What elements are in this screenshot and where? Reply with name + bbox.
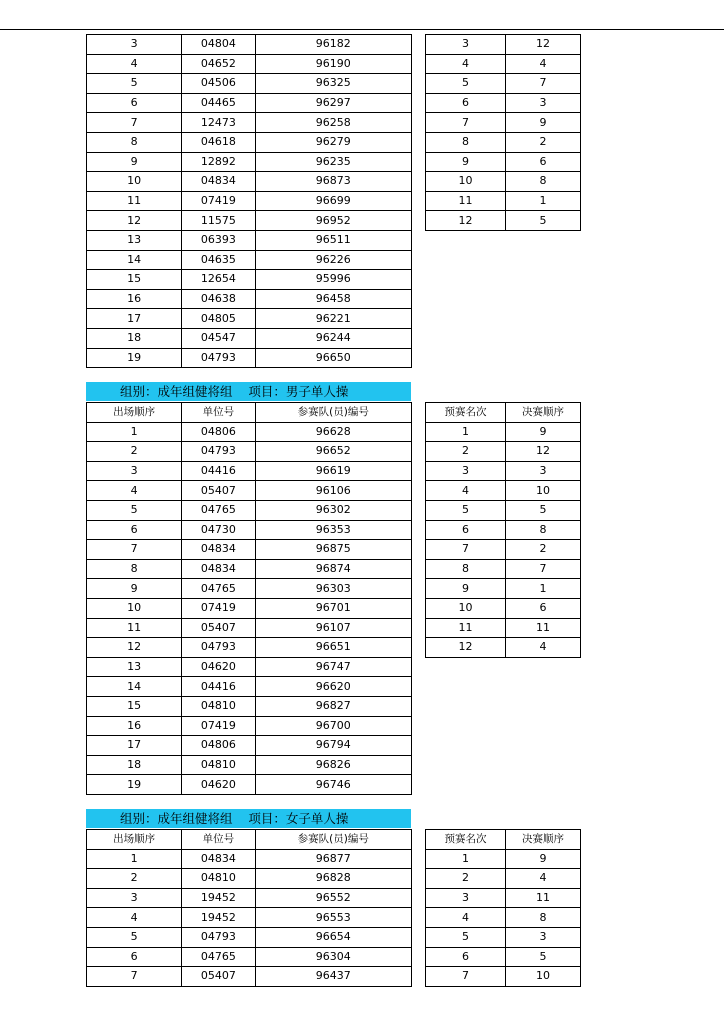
table-row xyxy=(87,696,412,716)
table-cell: 7 xyxy=(87,967,182,987)
table-cell: 11 xyxy=(426,191,506,211)
table-cell: 19452 xyxy=(182,888,255,908)
table-row xyxy=(87,657,412,677)
table-row xyxy=(87,442,412,462)
table-cell: 4 xyxy=(506,869,581,889)
table-cell: 6 xyxy=(506,598,581,618)
table-row xyxy=(426,442,581,462)
table-cell: 11 xyxy=(87,191,182,211)
table-cell: 2 xyxy=(87,442,182,462)
table-row xyxy=(87,35,412,55)
table-row xyxy=(87,309,412,329)
table-cell: 3 xyxy=(87,461,182,481)
table-cell: 96875 xyxy=(255,540,412,560)
section2-right-table xyxy=(425,402,581,658)
table-cell: 96552 xyxy=(255,888,412,908)
table-row xyxy=(426,113,581,133)
table-cell: 04416 xyxy=(182,461,255,481)
table-cell: 9 xyxy=(506,113,581,133)
table-cell: 3 xyxy=(506,461,581,481)
table-cell: 04810 xyxy=(182,696,255,716)
table-cell: 18 xyxy=(87,328,182,348)
table-cell: 04465 xyxy=(182,93,255,113)
table-cell: 96873 xyxy=(255,172,412,192)
table-cell: 6 xyxy=(506,152,581,172)
table-cell: 2 xyxy=(426,869,506,889)
table-cell: 8 xyxy=(87,559,182,579)
table-cell: 6 xyxy=(87,520,182,540)
table-cell: 4 xyxy=(426,54,506,74)
table-cell: 12 xyxy=(506,442,581,462)
table-cell: 04793 xyxy=(182,348,255,368)
table-row xyxy=(87,191,412,211)
table-cell: 96952 xyxy=(255,211,412,231)
table-cell: 8 xyxy=(506,908,581,928)
table-cell: 5 xyxy=(87,500,182,520)
table-cell: 8 xyxy=(426,559,506,579)
table-row xyxy=(87,888,412,908)
column-header: 出场顺序 xyxy=(87,830,182,850)
table-cell: 19452 xyxy=(182,908,255,928)
table-cell: 96620 xyxy=(255,677,412,697)
table-cell: 04793 xyxy=(182,638,255,658)
table-cell: 11 xyxy=(87,618,182,638)
table-row xyxy=(426,74,581,94)
table-cell: 8 xyxy=(506,520,581,540)
table-row xyxy=(87,927,412,947)
table-cell: 96651 xyxy=(255,638,412,658)
table-row xyxy=(426,422,581,442)
table-cell: 96877 xyxy=(255,849,412,869)
table-cell: 96302 xyxy=(255,500,412,520)
table-cell: 96244 xyxy=(255,328,412,348)
table-cell: 04765 xyxy=(182,500,255,520)
column-header: 参赛队(员)编号 xyxy=(255,830,412,850)
table-cell: 4 xyxy=(426,908,506,928)
table-cell: 04806 xyxy=(182,736,255,756)
table-cell: 3 xyxy=(87,35,182,55)
table-cell: 04652 xyxy=(182,54,255,74)
table-cell: 96235 xyxy=(255,152,412,172)
table-cell: 11 xyxy=(506,618,581,638)
table-cell: 96106 xyxy=(255,481,412,501)
table-cell: 96700 xyxy=(255,716,412,736)
table-cell: 14 xyxy=(87,677,182,697)
table-cell: 1 xyxy=(426,422,506,442)
table-cell: 96746 xyxy=(255,775,412,795)
table-cell: 04416 xyxy=(182,677,255,697)
table-cell: 19 xyxy=(87,775,182,795)
table-cell: 04806 xyxy=(182,422,255,442)
table-cell: 10 xyxy=(426,172,506,192)
column-header: 决赛顺序 xyxy=(506,830,581,850)
table-cell: 12 xyxy=(87,211,182,231)
table-row xyxy=(426,618,581,638)
table-cell: 12 xyxy=(426,211,506,231)
table-cell: 96279 xyxy=(255,132,412,152)
table-cell: 96182 xyxy=(255,35,412,55)
table-cell: 9 xyxy=(506,422,581,442)
table-row xyxy=(87,461,412,481)
table-cell: 04805 xyxy=(182,309,255,329)
table-row xyxy=(87,947,412,967)
column-header: 决赛顺序 xyxy=(506,403,581,423)
table-cell: 14 xyxy=(87,250,182,270)
table-cell: 04506 xyxy=(182,74,255,94)
table-cell: 5 xyxy=(87,74,182,94)
table-cell: 96654 xyxy=(255,927,412,947)
table-cell: 3 xyxy=(426,461,506,481)
table-header-row xyxy=(426,830,581,850)
table-row xyxy=(87,849,412,869)
table-cell: 4 xyxy=(506,638,581,658)
table-cell: 8 xyxy=(87,132,182,152)
section3-right-table xyxy=(425,829,581,987)
table-cell: 04834 xyxy=(182,172,255,192)
table-cell: 6 xyxy=(87,93,182,113)
table-cell: 1 xyxy=(506,579,581,599)
table-row xyxy=(87,618,412,638)
section2-banner: 组别：成年组健将组 项目：男子单人操 xyxy=(86,382,411,401)
table-header-row xyxy=(87,830,412,850)
table-cell: 10 xyxy=(87,598,182,618)
column-header: 出场顺序 xyxy=(87,403,182,423)
table-row xyxy=(426,520,581,540)
table-cell: 04618 xyxy=(182,132,255,152)
table-row xyxy=(87,869,412,889)
table-cell: 04765 xyxy=(182,947,255,967)
table-row xyxy=(87,677,412,697)
table-cell: 3 xyxy=(87,888,182,908)
table-cell: 04765 xyxy=(182,579,255,599)
table-cell: 96794 xyxy=(255,736,412,756)
table-row xyxy=(87,520,412,540)
table-cell: 04834 xyxy=(182,559,255,579)
table-row xyxy=(426,967,581,987)
table-cell: 05407 xyxy=(182,618,255,638)
table-cell: 7 xyxy=(506,559,581,579)
table-cell: 9 xyxy=(426,152,506,172)
column-header: 单位号 xyxy=(182,403,255,423)
table-row xyxy=(87,270,412,290)
table-row xyxy=(87,250,412,270)
table-row xyxy=(426,869,581,889)
table-cell: 15 xyxy=(87,270,182,290)
table-row xyxy=(87,716,412,736)
table-cell: 16 xyxy=(87,716,182,736)
table-row xyxy=(87,113,412,133)
table-cell: 96258 xyxy=(255,113,412,133)
table-cell: 9 xyxy=(87,579,182,599)
table-cell: 04793 xyxy=(182,442,255,462)
table-row xyxy=(87,775,412,795)
table-cell: 04547 xyxy=(182,328,255,348)
table-row xyxy=(426,888,581,908)
table-cell: 6 xyxy=(426,520,506,540)
table-cell: 07419 xyxy=(182,191,255,211)
table-row xyxy=(87,211,412,231)
table-cell: 96650 xyxy=(255,348,412,368)
table-cell: 96107 xyxy=(255,618,412,638)
table-cell: 12 xyxy=(426,638,506,658)
table-row xyxy=(87,736,412,756)
table-cell: 12 xyxy=(87,638,182,658)
table-cell: 2 xyxy=(506,132,581,152)
table-cell: 96874 xyxy=(255,559,412,579)
table-cell: 96353 xyxy=(255,520,412,540)
table-cell: 11 xyxy=(426,618,506,638)
table-cell: 7 xyxy=(426,967,506,987)
table-cell: 6 xyxy=(426,947,506,967)
column-header: 单位号 xyxy=(182,830,255,850)
table-row xyxy=(87,132,412,152)
table-row xyxy=(87,540,412,560)
table-row xyxy=(426,638,581,658)
table-cell: 5 xyxy=(426,500,506,520)
table-row xyxy=(87,172,412,192)
table-cell: 9 xyxy=(426,579,506,599)
table-cell: 1 xyxy=(87,422,182,442)
table-row xyxy=(426,598,581,618)
table-cell: 04638 xyxy=(182,289,255,309)
table-cell: 96437 xyxy=(255,967,412,987)
table-cell: 5 xyxy=(426,927,506,947)
table-row xyxy=(87,152,412,172)
table-cell: 2 xyxy=(506,540,581,560)
table-cell: 05407 xyxy=(182,967,255,987)
table-cell: 12892 xyxy=(182,152,255,172)
table-cell: 5 xyxy=(506,211,581,231)
table-cell: 5 xyxy=(87,927,182,947)
table-cell: 04635 xyxy=(182,250,255,270)
column-header: 预赛名次 xyxy=(426,830,506,850)
table-cell: 13 xyxy=(87,230,182,250)
table-row xyxy=(87,559,412,579)
table-row xyxy=(87,598,412,618)
table-header-row xyxy=(87,403,412,423)
table-cell: 9 xyxy=(87,152,182,172)
table-row xyxy=(87,93,412,113)
table-cell: 5 xyxy=(506,947,581,967)
table-row xyxy=(426,559,581,579)
table-cell: 05407 xyxy=(182,481,255,501)
table-cell: 3 xyxy=(426,35,506,55)
table-row xyxy=(426,579,581,599)
table-cell: 10 xyxy=(426,598,506,618)
table-row xyxy=(426,500,581,520)
table-cell: 96304 xyxy=(255,947,412,967)
table-cell: 16 xyxy=(87,289,182,309)
table-row xyxy=(426,152,581,172)
table-cell: 4 xyxy=(87,908,182,928)
table-row xyxy=(87,481,412,501)
table-row xyxy=(426,461,581,481)
table-row xyxy=(426,211,581,231)
table-cell: 96458 xyxy=(255,289,412,309)
table-cell: 7 xyxy=(87,113,182,133)
table-cell: 96511 xyxy=(255,230,412,250)
table-row xyxy=(87,422,412,442)
table-cell: 17 xyxy=(87,309,182,329)
table-cell: 04834 xyxy=(182,849,255,869)
table-cell: 17 xyxy=(87,736,182,756)
column-header: 预赛名次 xyxy=(426,403,506,423)
table-cell: 4 xyxy=(506,54,581,74)
table-row xyxy=(426,172,581,192)
table-cell: 11575 xyxy=(182,211,255,231)
table-row xyxy=(87,348,412,368)
table-row xyxy=(87,638,412,658)
table-row xyxy=(87,755,412,775)
table-row xyxy=(87,967,412,987)
section3-banner: 组别：成年组健将组 项目：女子单人操 xyxy=(86,809,411,828)
table-cell: 8 xyxy=(506,172,581,192)
column-header: 参赛队(员)编号 xyxy=(255,403,412,423)
table-cell: 5 xyxy=(426,74,506,94)
table-cell: 19 xyxy=(87,348,182,368)
table-row xyxy=(87,579,412,599)
table-row xyxy=(426,947,581,967)
table-header-row xyxy=(426,403,581,423)
table-cell: 13 xyxy=(87,657,182,677)
table-row xyxy=(426,35,581,55)
table-cell: 96826 xyxy=(255,755,412,775)
table-row xyxy=(87,908,412,928)
table-row xyxy=(87,54,412,74)
table-row xyxy=(426,54,581,74)
section1-left-table xyxy=(86,34,412,368)
table-cell: 04620 xyxy=(182,657,255,677)
table-cell: 10 xyxy=(506,967,581,987)
table-cell: 1 xyxy=(426,849,506,869)
table-cell: 96190 xyxy=(255,54,412,74)
section3-left-table xyxy=(86,829,412,987)
table-cell: 07419 xyxy=(182,598,255,618)
table-cell: 7 xyxy=(426,113,506,133)
table-row xyxy=(87,289,412,309)
table-cell: 04804 xyxy=(182,35,255,55)
table-cell: 2 xyxy=(87,869,182,889)
table-cell: 5 xyxy=(506,500,581,520)
table-cell: 7 xyxy=(506,74,581,94)
table-row xyxy=(426,849,581,869)
table-cell: 96652 xyxy=(255,442,412,462)
table-cell: 15 xyxy=(87,696,182,716)
table-cell: 96828 xyxy=(255,869,412,889)
table-cell: 3 xyxy=(506,927,581,947)
table-cell: 12 xyxy=(506,35,581,55)
table-cell: 96827 xyxy=(255,696,412,716)
table-cell: 8 xyxy=(426,132,506,152)
table-cell: 6 xyxy=(87,947,182,967)
table-row xyxy=(87,328,412,348)
table-row xyxy=(426,927,581,947)
table-cell: 7 xyxy=(87,540,182,560)
table-cell: 04810 xyxy=(182,869,255,889)
table-cell: 96553 xyxy=(255,908,412,928)
table-cell: 96619 xyxy=(255,461,412,481)
table-cell: 12654 xyxy=(182,270,255,290)
table-row xyxy=(426,132,581,152)
table-cell: 2 xyxy=(426,442,506,462)
table-cell: 10 xyxy=(87,172,182,192)
table-cell: 4 xyxy=(87,54,182,74)
table-cell: 07419 xyxy=(182,716,255,736)
table-row xyxy=(426,908,581,928)
table-cell: 9 xyxy=(506,849,581,869)
table-row xyxy=(87,500,412,520)
table-cell: 04793 xyxy=(182,927,255,947)
table-row xyxy=(87,230,412,250)
table-cell: 3 xyxy=(506,93,581,113)
table-cell: 96303 xyxy=(255,579,412,599)
table-cell: 04730 xyxy=(182,520,255,540)
table-cell: 95996 xyxy=(255,270,412,290)
table-cell: 7 xyxy=(426,540,506,560)
table-cell: 04620 xyxy=(182,775,255,795)
table-cell: 18 xyxy=(87,755,182,775)
table-row xyxy=(426,191,581,211)
table-row xyxy=(87,74,412,94)
table-row xyxy=(426,540,581,560)
table-cell: 3 xyxy=(426,888,506,908)
table-cell: 06393 xyxy=(182,230,255,250)
table-cell: 1 xyxy=(506,191,581,211)
table-cell: 1 xyxy=(87,849,182,869)
section2-left-table xyxy=(86,402,412,795)
table-cell: 4 xyxy=(87,481,182,501)
section1-right-table xyxy=(425,34,581,231)
table-cell: 04834 xyxy=(182,540,255,560)
table-cell: 96221 xyxy=(255,309,412,329)
table-cell: 96325 xyxy=(255,74,412,94)
page-top-rule xyxy=(0,29,724,30)
table-cell: 6 xyxy=(426,93,506,113)
table-cell: 96699 xyxy=(255,191,412,211)
table-cell: 96297 xyxy=(255,93,412,113)
table-cell: 10 xyxy=(506,481,581,501)
table-cell: 96747 xyxy=(255,657,412,677)
table-cell: 96628 xyxy=(255,422,412,442)
table-cell: 96701 xyxy=(255,598,412,618)
table-cell: 11 xyxy=(506,888,581,908)
table-cell: 4 xyxy=(426,481,506,501)
table-row xyxy=(426,481,581,501)
table-cell: 12473 xyxy=(182,113,255,133)
table-row xyxy=(426,93,581,113)
table-cell: 96226 xyxy=(255,250,412,270)
table-cell: 04810 xyxy=(182,755,255,775)
